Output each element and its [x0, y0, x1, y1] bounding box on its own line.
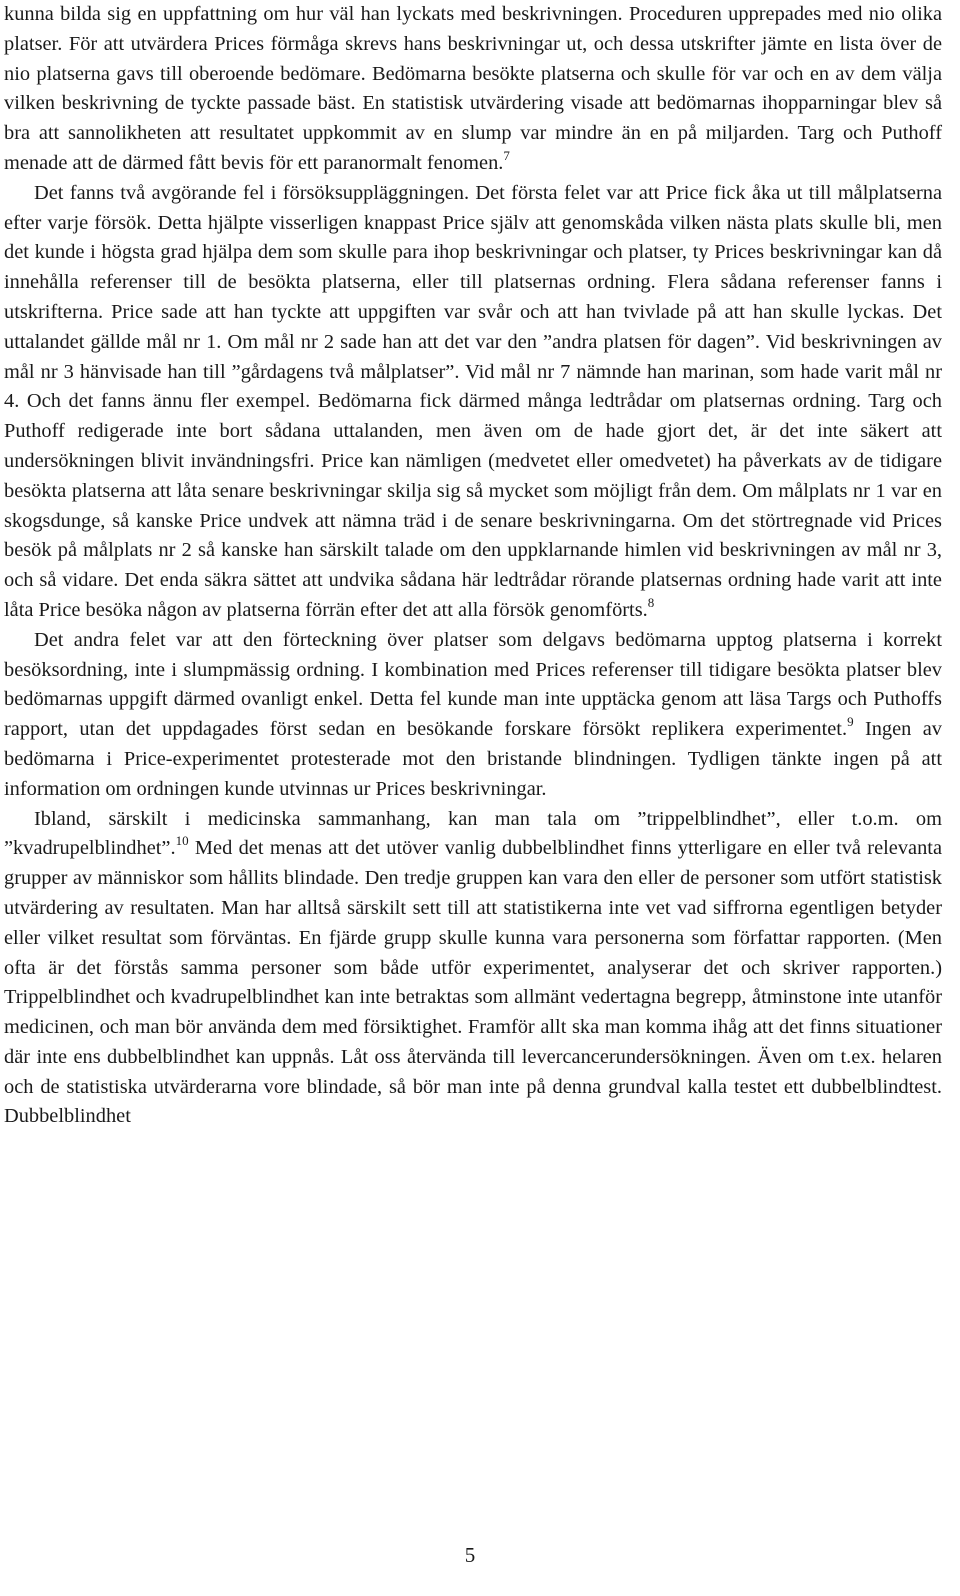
footnote-ref: 7	[503, 147, 510, 163]
paragraph	[4, 0, 942, 179]
paragraph	[4, 805, 942, 1133]
footnote-ref: 8	[647, 594, 655, 610]
paragraph-text: kunna bilda sig en uppfattning om hur väl han lyckats med beskrivningen. Proceduren upprepades med nio olika platser. För att utvärdera Prices förmåga skrevs hans beskrivningar ut, och dessa utskrifter jämte en lista över de nio platserna gavs till oberoende bedömare. Bedömarna besökte platserna och skulle för var och en av dem välja vilken beskrivning de tyckte passade bäst. En statistisk utvärdering visade att bedömarnas ihopparningar blev så bra att sannolikheten att resultatet uppkommit av en slump var mindre än en på miljarden. Targ och Puthoff menade att de därmed fått bevis för ett paranormalt fenomen.	[4, 3, 942, 174]
paragraph-text: Det andra felet var att den förteckning över platser som delgavs bedömarna upptog platserna i korrekt besöksordning, inte i slumpmässig ordning. I kombination med Prices referenser till tidigare besökta platser blev bedömarnas uppgift därmed ovanligt enkel. Detta fel kunde man inte upptäcka genom att läsa Targs och Puthoffs rapport, utan det uppdagades först sedan en besökande forskare försökt replikera experimentet.	[4, 628, 942, 741]
paragraph	[4, 179, 942, 626]
paragraph-text: Med det menas att det utöver vanlig dubbelblindhet finns ytterligare en eller två relevanta grupper av människor som hållits blindade. Den tredje gruppen kan vara den eller de personer som utfört statistisk utvärdering av resultaten. Man har alltså särskilt sett till att statistikerna inte vet vad siffrorna egentligen betyder eller vilket resultat som förväntas. En fjärde grupp skulle kunna vara personerna som författar rapporten. (Men ofta är det förstås samma personer som både utför experimentet, analyserar det och skriver rapporten.) Trippelblindhet och kvadrupelblindhet kan inte betraktas som allmänt vedertagna begrepp, åtminstone inte utanför medicinen, och man bör använda dem med försiktighet. Framför allt ska man komma ihåg att det finns situationer där inte ens dubbelblindhet kan uppnås. Låt oss återvända till levercancerundersökningen. Även om t.ex. helaren och de statistiska utvärderarna vore blindade, så bör man inte på denna grundval kalla testet ett dubbelblindtest. Dubbelblindhet	[4, 837, 942, 1128]
footnote-ref: 9	[847, 714, 854, 730]
paragraph-text: Det fanns två avgörande fel i försöksuppläggningen. Det första felet var att Price fick åka ut till målplatserna efter varje försök. Detta hjälpte visserligen knappast Price själv att genomskåda vilken nästa plats skulle bli, men det kunde i högsta grad hjälpa dem som skulle para ihop beskrivningar och platser, ty Prices beskrivningar kan då innehålla referenser till de besökta platserna, eller till platsernas ordning. Flera sådana referenser fanns i utskrifterna. Price sade att han tyckte att uppgiften var svår och att han tvivlade på att han skulle lyckas. Det uttalandet gällde mål nr 1. Om mål nr 2 sade han att det var den ”andra platsen för dagen”. Vid beskrivningen av mål nr 3 hänvisade han till ”gårdagens två målplatser”. Vid mål nr 7 nämnde han marinan, som hade varit mål nr 4. Och det fanns ännu fler exempel. Bedömarna fick därmed många ledtrådar om platsernas ordning. Targ och Puthoff redigerade inte bort sådana uttalanden, men även om de hade gjort det, är det inte säkert att undersökningen blivit invändningsfri. Price kan nämligen (medvetet eller omedvetet) ha påverkats av de tidigare besökta platserna att låta senare beskrivningar skilja sig så mycket som möjligt från dem. Om målplats nr 1 var en skogsdunge, så kanske Price undvek att nämna träd i de senare beskrivningarna. Om det störtregnade vid Prices besök på målplats nr 2 så kanske han särskilt talade om den uppklarnande himlen vid beskrivningen av mål nr 3, och så vidare. Det enda säkra sättet att undvika sådana här ledtrådar rörande platsernas ordning hade varit att inte låta Price besöka någon av platserna förrän efter det att alla försök genomförts.	[4, 181, 942, 621]
paragraph	[4, 626, 942, 805]
page-number: 5	[464, 1543, 476, 1567]
paragraph-text: Ingen av bedömarna i Price-experimentet protesterade mot den bristande blindningen. Tydligen tänkte ingen på att information om ordningen kunde utvinnas ur Prices beskrivningar.	[4, 718, 942, 800]
body-text	[4, 0, 942, 1132]
paragraph-text: Ibland, särskilt i medicinska sammanhang, kan man tala om ”trippelblindhet”, eller t.o.m. om ”kvadrupelblindhet”.	[4, 807, 942, 860]
footnote-ref: 10	[175, 833, 189, 849]
